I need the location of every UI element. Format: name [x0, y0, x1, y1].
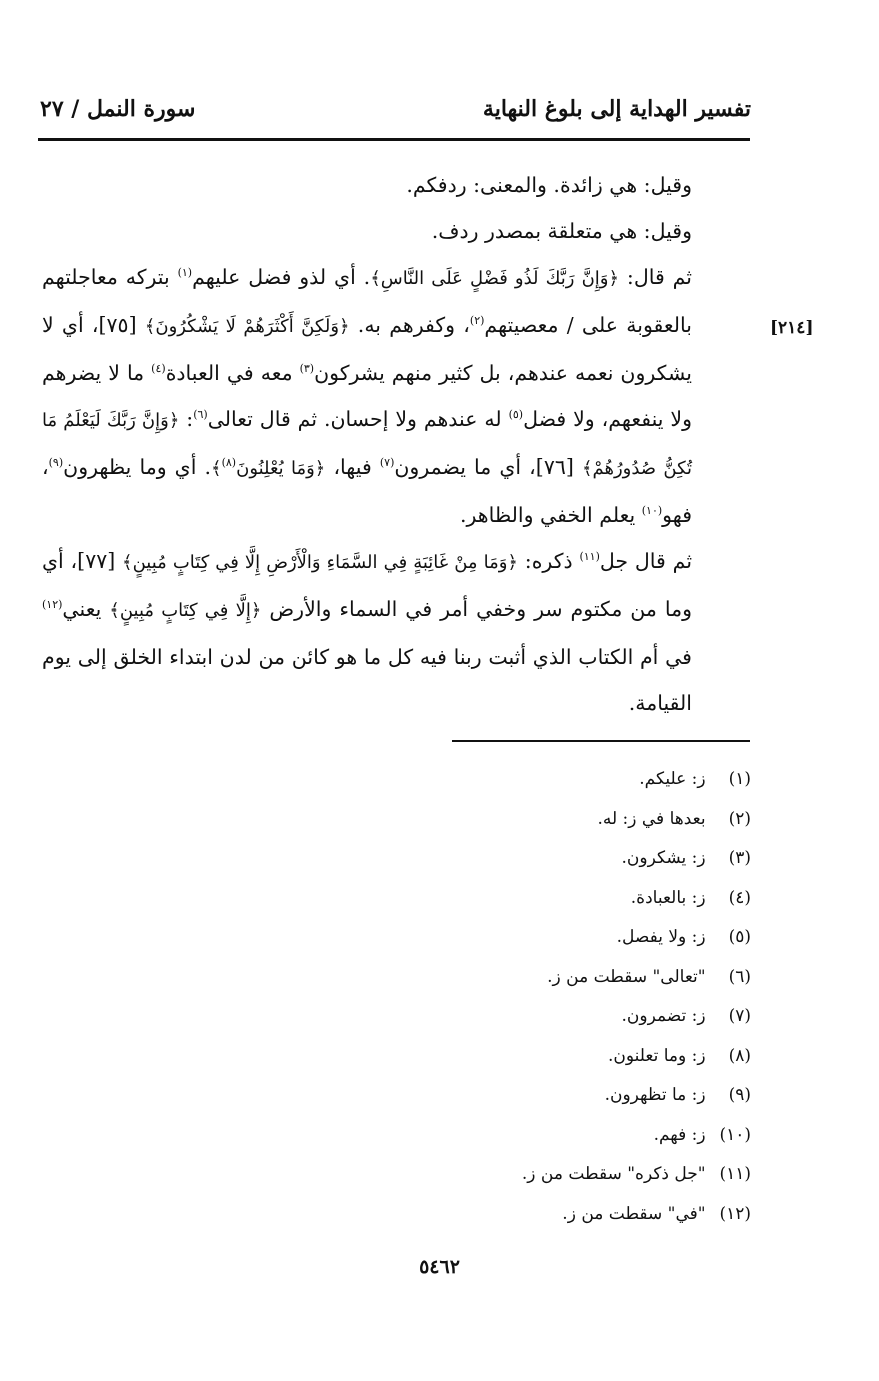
footnote-number: (٣)	[728, 848, 751, 868]
footnotes	[331, 760, 751, 1234]
footnote-ref-4: (٤)	[151, 362, 166, 376]
main-text	[42, 162, 750, 726]
paragraph-3	[42, 254, 750, 538]
footnote	[331, 1195, 751, 1235]
footnote-text: بعدها في ز: له.	[597, 808, 706, 829]
footnote-text: ز: يشكرون.	[621, 848, 706, 868]
quran-verse: ﴿وَمَا مِنْ غَائِبَةٍ فِي السَّمَاءِ وَالْأَرْضِ إِلَّا فِي كِتَابٍ مُبِينٍ﴾	[122, 552, 518, 573]
text-span: [٧٥]، أي لا يشكرون نعمه عندهم، بل كثير منهم يشركون	[42, 313, 692, 385]
footnote-number: (٥)	[728, 927, 751, 947]
header-rule	[38, 138, 750, 141]
footnote	[331, 958, 751, 998]
footnote	[331, 800, 751, 840]
text-span: في أم الكتاب الذي أثبت ربنا فيه كل ما هو كائن من لدن ابتداء الخلق إلى يوم القيامة.	[42, 645, 692, 715]
footnote-ref-7: (٧)	[379, 456, 395, 470]
quran-verse: ﴿وَإِنَّ رَبَّكَ لَيَعْلَمُ مَا تُكِنُّ صُدُورُهُمْ﴾	[42, 410, 693, 479]
paragraph-1: وقيل: هي زائدة. والمعنى: ردفكم.	[406, 173, 692, 197]
text-span: [٧٦]، أي ما يضمرون	[394, 455, 582, 479]
footnote-number: (١١)	[719, 1164, 751, 1184]
text-span: [٧٧]، أي وما من مكتوم سر وخفي أمر في السماء والأرض	[42, 549, 692, 621]
footnote-number: (٨)	[728, 1045, 751, 1066]
text-span: بتركه معاجلتهم بالعقوبة على / معصيتهم	[42, 265, 692, 337]
footnote-number: (٦)	[728, 966, 751, 987]
footnote	[331, 1037, 751, 1077]
text-span: ثم قال جل	[599, 549, 693, 573]
footnote	[331, 918, 751, 958]
quran-verse: ﴿وَلَكِنَّ أَكْثَرَهُمْ لَا يَشْكُرُونَ﴾	[144, 316, 350, 337]
text-span: . أي وما يظهرون	[63, 455, 212, 479]
text-span: فيها،	[325, 455, 380, 479]
footnote-text: "في" سقطت من ز.	[562, 1203, 706, 1224]
running-head-surah: سورة النمل / ٢٧	[40, 96, 196, 122]
footnote-number: (١٢)	[719, 1203, 751, 1224]
manuscript-folio-marker: [٢١٤]	[770, 318, 814, 338]
footnote	[331, 760, 751, 800]
footnote-ref-3: (٣)	[299, 362, 315, 376]
text-span: له عندهم ولا إحسان. ثم قال تعالى	[207, 407, 509, 431]
footnote	[331, 1116, 751, 1156]
text-span: معه في العبادة	[165, 361, 300, 385]
footnote-text: ز: ما تظهرون.	[604, 1085, 706, 1105]
text-span: ذكره:	[517, 549, 580, 573]
page-number: ٥٤٦٢	[419, 1256, 460, 1278]
footnote-ref-8: (٨)	[221, 456, 237, 470]
footnote-ref-12: (١٢)	[42, 598, 63, 612]
text-span: يعلم الخفي والظاهر.	[459, 503, 642, 527]
footnote	[331, 997, 751, 1037]
quran-verse: ﴿وَمَا يُعْلِنُونَ	[236, 458, 326, 479]
text-span: ثم قال:	[619, 265, 693, 289]
footnote-ref-1: (١)	[177, 266, 193, 280]
text-span: ما لا يضرهم ولا ينفعهم، ولا فضل	[42, 361, 692, 431]
quran-verse-close: ﴾	[211, 458, 222, 479]
text-span: يعني	[62, 597, 110, 621]
footnote-text: "جل ذكره" سقطت من ز.	[521, 1164, 706, 1184]
text-span: :	[179, 407, 194, 431]
footnote-ref-10: (١٠)	[641, 504, 663, 518]
footnote-number: (٤)	[728, 887, 751, 908]
quran-verse: ﴿وَإِنَّ رَبَّكَ لَذُو فَضْلٍ عَلَى النَّاسِ﴾	[370, 268, 620, 289]
footnote-text: ز: ولا يفصل.	[616, 927, 706, 947]
footnote	[331, 839, 751, 879]
footnote-text: ز: تضمرون.	[621, 1006, 706, 1026]
footnote	[331, 1076, 751, 1116]
paragraph-4	[42, 538, 750, 726]
footnote-number: (١٠)	[719, 1124, 751, 1145]
footnote-text: ز: وما تعلنون.	[607, 1045, 706, 1066]
footnote	[331, 1155, 751, 1195]
paragraph-2: وقيل: هي متعلقة بمصدر ردف.	[431, 219, 692, 243]
footnote-ref-11: (١١)	[579, 550, 600, 564]
quran-verse: ﴿إِلَّا فِي كِتَابٍ مُبِينٍ﴾	[109, 600, 262, 621]
footnote-number: (٢)	[728, 808, 751, 829]
footnote-ref-6: (٦)	[193, 408, 208, 422]
footnote-ref-9: (٩)	[48, 456, 64, 470]
footnote-ref-5: (٥)	[508, 408, 524, 422]
text-span: ، فهو	[42, 455, 692, 527]
footnote-text: "تعالى" سقطت من ز.	[547, 966, 706, 987]
footnote-separator	[452, 740, 750, 742]
footnote-ref-2: (٢)	[469, 314, 485, 328]
footnote-text: ز: فهم.	[653, 1124, 706, 1145]
running-head-book-title: تفسير الهداية إلى بلوغ النهاية	[482, 96, 751, 122]
footnote-number: (١)	[728, 769, 751, 789]
text-span: . أي لذو فضل عليهم	[192, 265, 371, 289]
footnote	[331, 879, 751, 919]
text-span: ، وكفرهم به.	[349, 313, 470, 337]
footnote-number: (٩)	[728, 1085, 751, 1105]
footnote-text: ز: عليكم.	[639, 769, 706, 789]
footnote-number: (٧)	[728, 1006, 751, 1026]
footnote-text: ز: بالعبادة.	[630, 887, 706, 908]
